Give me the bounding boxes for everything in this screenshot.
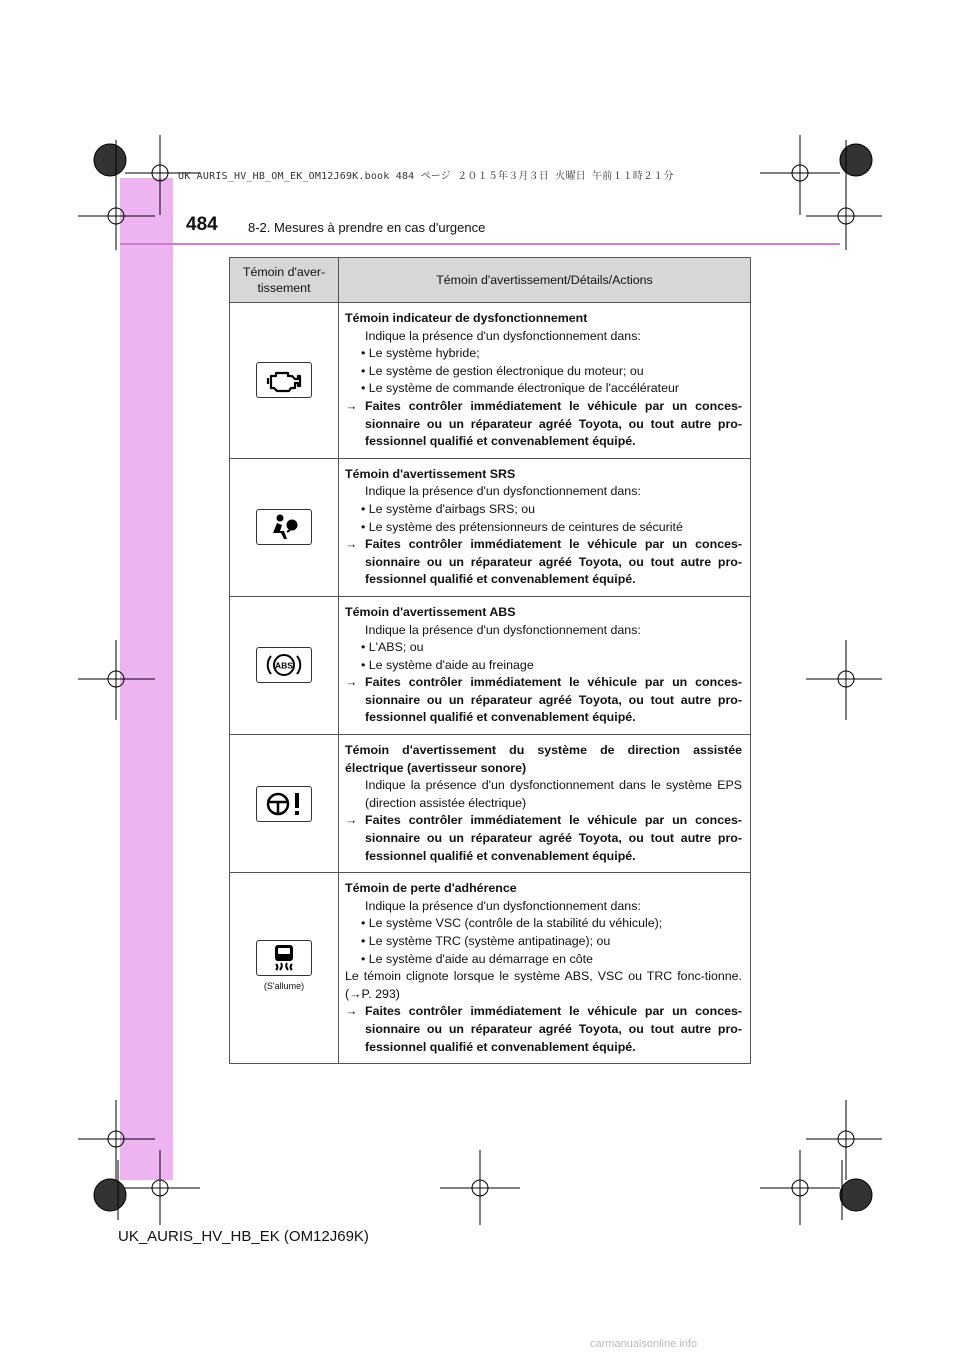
arrow-icon: → [345, 398, 358, 413]
arrow-icon: → [345, 675, 358, 690]
list-item: • Le système de gestion électronique du moteur; ou [345, 363, 742, 381]
action-label: Faites contrôler immédiatement le véhicule par un conces-sionnaire ou un réparateur agréé Toyota, ou tout autre pro-fessionnel qualifié et convenablement équipé. [365, 675, 742, 725]
icon-cell [230, 873, 339, 1064]
engine-check-icon [256, 362, 312, 398]
list-item: • Le système VSC (contrôle de la stabilité du véhicule); [345, 915, 742, 933]
column-header-text: Témoin d'aver- tissement [242, 265, 326, 295]
list-item: • Le système d'airbags SRS; ou [345, 501, 742, 519]
manual-code: UK_AURIS_HV_HB_EK (OM12J69K) [118, 1228, 369, 1245]
warning-intro: Indique la présence d'un dysfonctionnement dans: [365, 898, 641, 913]
arrow-icon: → [345, 537, 358, 552]
icon-note: (S'allume) [263, 981, 305, 992]
action-text [345, 536, 742, 589]
abs-icon [256, 647, 312, 683]
warning-title: Témoin indicateur de dysfonctionnement [345, 311, 588, 325]
warning-intro: Indique la présence d'un dysfonctionnement dans le système EPS (direction assistée électrique) [365, 778, 742, 810]
warning-title: Témoin d'avertissement SRS [345, 466, 516, 481]
warning-title: Témoin d'avertissement ABS [345, 604, 516, 619]
watermark: carmanualsonline.info [590, 1338, 698, 1350]
table-row [230, 458, 751, 596]
warning-title: Témoin d'avertissement du système de direction assistée électrique (avertisseur sonore) [345, 743, 742, 775]
section-title: 8-2. Mesures à prendre en cas d'urgence [248, 220, 486, 235]
table-row [230, 303, 751, 459]
arrow-icon: → [349, 986, 362, 1001]
icon-cell [230, 303, 339, 459]
page-reference-link[interactable]: P. 293) [361, 986, 400, 1001]
list-item: • Le système d'aide au freinage [345, 657, 742, 675]
list-item: • Le système de commande électronique de l'accélérateur [345, 380, 742, 398]
table-row [230, 873, 751, 1064]
warning-intro: Indique la présence d'un dysfonctionnement dans: [365, 622, 641, 637]
column-header-details: Témoin d'avertissement/Détails/Actions [339, 258, 751, 303]
warning-title: Témoin de perte d'adhérence [345, 881, 517, 896]
list-item: • Le système d'aide au démarrage en côte [345, 951, 742, 969]
action-text [345, 812, 742, 865]
blink-note-text: Le témoin clignote lorsque le système ABS, VSC ou TRC fonc-tionne. ( [345, 969, 742, 1001]
action-label: Faites contrôler immédiatement le véhicule par un conces-sionnaire ou un réparateur agréé Toyota, ou tout autre pro-fessionnel qualifié et convenablement équipé. [365, 1004, 742, 1054]
page-number: 484 [186, 214, 218, 235]
eps-steering-warning-icon [256, 786, 312, 822]
table-row [230, 735, 751, 873]
icon-cell [230, 458, 339, 596]
column-header-warning-light [230, 258, 339, 303]
details-cell [339, 596, 751, 734]
details-cell [339, 873, 751, 1064]
abs-icon-text: ABS [275, 660, 293, 671]
list-item: • L'ABS; ou [345, 639, 742, 657]
icon-cell [230, 735, 339, 873]
warning-lights-table [229, 257, 751, 1064]
action-label: Faites contrôler immédiatement le véhicule par un conces-sionnaire ou un réparateur agréé Toyota, ou tout autre pro-fessionnel qualifié et convenablement équipé. [365, 813, 742, 863]
slip-indicator-icon [256, 940, 312, 976]
list-item: • Le système hybride; [345, 345, 742, 363]
details-cell [339, 303, 751, 459]
details-cell [339, 735, 751, 873]
details-cell [339, 458, 751, 596]
arrow-icon: → [345, 813, 358, 828]
icon-cell [230, 596, 339, 734]
action-label: Faites contrôler immédiatement le véhicule par un conces-sionnaire ou un réparateur agréé Toyota, ou tout autre pro-fessionnel qualifié et convenablement équipé. [365, 398, 742, 449]
arrow-icon: → [345, 1004, 358, 1019]
blink-note [345, 968, 742, 1003]
action-text [345, 1003, 742, 1056]
action-text [345, 398, 742, 451]
action-label: Faites contrôler immédiatement le véhicule par un conces-sionnaire ou un réparateur agréé Toyota, ou tout autre pro-fessionnel qualifié et convenablement équipé. [365, 537, 742, 587]
srs-airbag-icon [256, 509, 312, 545]
list-item: • Le système TRC (système antipatinage); ou [345, 933, 742, 951]
table-header-row [230, 258, 751, 303]
warning-intro: Indique la présence d'un dysfonctionnement dans: [365, 484, 641, 499]
table-row [230, 596, 751, 734]
warning-intro: Indique la présence d'un dysfonctionnement dans: [365, 328, 641, 343]
action-text [345, 674, 742, 727]
list-item: • Le système des prétensionneurs de ceintures de sécurité [345, 519, 742, 537]
book-info-line: UK AURIS_HV_HB_OM_EK_OM12J69K.book 484 ページ ２０１５年３月３日 火曜日 午前１１時２１分 [178, 171, 674, 182]
